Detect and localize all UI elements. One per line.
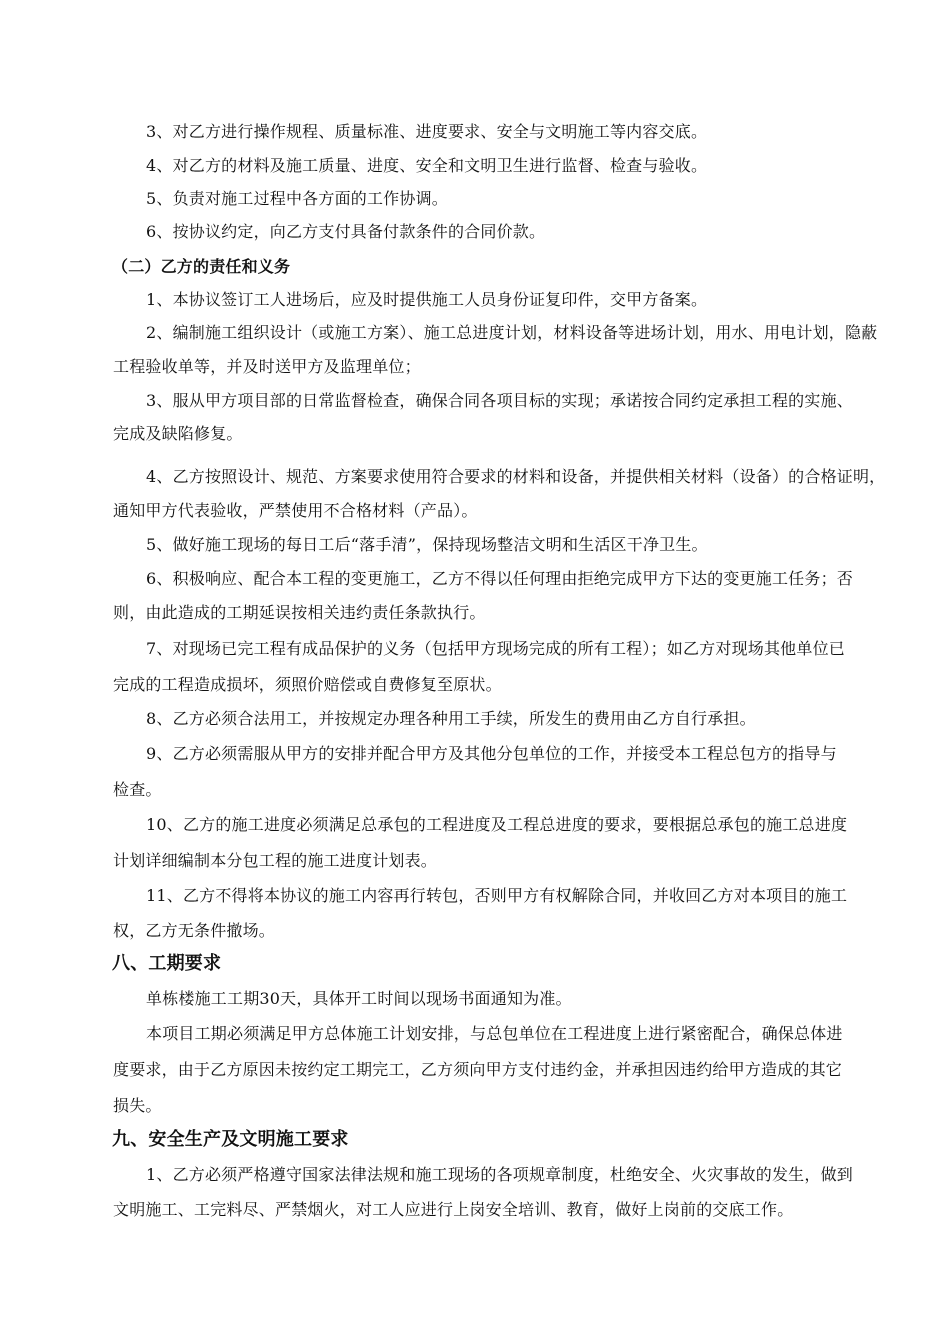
paragraph-line: 本项目工期必须满足甲方总体施工计划安排，与总包单位在工程进度上进行紧密配合，确保总体进 <box>146 1024 843 1043</box>
paragraph-line: 2、编制施工组织设计（或施工方案）、施工总进度计划，材料设备等进场计划，用水、用电计划，隐蔽 <box>146 323 878 342</box>
section-heading: 九、安全生产及文明施工要求 <box>112 1129 349 1150</box>
paragraph-line: 7、对现场已完工程有成品保护的义务（包括甲方现场完成的所有工程）；如乙方对现场其他单位已 <box>146 639 845 658</box>
paragraph-line: 8、乙方必须合法用工，并按规定办理各种用工手续，所发生的费用由乙方自行承担。 <box>146 709 756 728</box>
paragraph-line: 损失。 <box>113 1096 162 1115</box>
paragraph-line: 权，乙方无条件撤场。 <box>113 921 276 940</box>
paragraph-line: 3、服从甲方项目部的日常监督检查，确保合同各项目标的实现；承诺按合同约定承担工程的实施、 <box>146 391 853 410</box>
paragraph-line: 工程验收单等，并及时送甲方及监理单位； <box>113 357 421 376</box>
paragraph-line: 完成及缺陷修复。 <box>113 424 243 443</box>
paragraph-line: 检查。 <box>113 780 162 799</box>
paragraph-line: 3、对乙方进行操作规程、质量标准、进度要求、安全与文明施工等内容交底。 <box>146 122 708 141</box>
paragraph-line: 1、本协议签订工人进场后，应及时提供施工人员身份证复印件，交甲方备案。 <box>146 290 708 309</box>
paragraph-line: 1、乙方必须严格遵守国家法律法规和施工现场的各项规章制度，杜绝安全、火灾事故的发生，做到 <box>146 1165 853 1184</box>
paragraph-line: 5、负责对施工过程中各方面的工作协调。 <box>146 189 448 208</box>
paragraph-line: 单栋楼施工工期30天，具体开工时间以现场书面通知为准。 <box>146 989 572 1008</box>
paragraph-line: 4、乙方按照设计、规范、方案要求使用符合要求的材料和设备，并提供相关材料（设备）的合格证明， <box>146 467 886 486</box>
paragraph-line: 4、对乙方的材料及施工质量、进度、安全和文明卫生进行监督、检查与验收。 <box>146 156 708 175</box>
paragraph-line: 完成的工程造成损坏，须照价赔偿或自费修复至原状。 <box>113 675 502 694</box>
paragraph-line: 6、按协议约定，向乙方支付具备付款条件的合同价款。 <box>146 222 546 241</box>
paragraph-line: 6、积极响应、配合本工程的变更施工，乙方不得以任何理由拒绝完成甲方下达的变更施工任务；否 <box>146 569 853 588</box>
paragraph-line: 5、做好施工现场的每日工后“落手清”，保持现场整洁文明和生活区干净卫生。 <box>146 535 708 554</box>
paragraph-line: 10、乙方的施工进度必须满足总承包的工程进度及工程总进度的要求，要根据总承包的施工总进度 <box>146 815 848 834</box>
paragraph-line: 11、乙方不得将本协议的施工内容再行转包，否则甲方有权解除合同，并收回乙方对本项目的施工 <box>146 886 848 905</box>
section-heading: 八、工期要求 <box>112 953 222 974</box>
paragraph-line: 文明施工、工完料尽、严禁烟火，对工人应进行上岗安全培训、教育，做好上岗前的交底工作。 <box>113 1200 794 1219</box>
paragraph-line: 9、乙方必须需服从甲方的安排并配合甲方及其他分包单位的工作，并接受本工程总包方的指导与 <box>146 744 837 763</box>
paragraph-line: 度要求，由于乙方原因未按约定工期完工，乙方须向甲方支付违约金，并承担因违约给甲方造成的其它 <box>113 1060 843 1079</box>
paragraph-line: 通知甲方代表验收，严禁使用不合格材料（产品）。 <box>113 501 478 520</box>
paragraph-line: 则，由此造成的工期延误按相关违约责任条款执行。 <box>113 603 486 622</box>
subsection-title: （二）乙方的责任和义务 <box>112 257 291 276</box>
paragraph-line: 计划详细编制本分包工程的施工进度计划表。 <box>113 851 438 870</box>
